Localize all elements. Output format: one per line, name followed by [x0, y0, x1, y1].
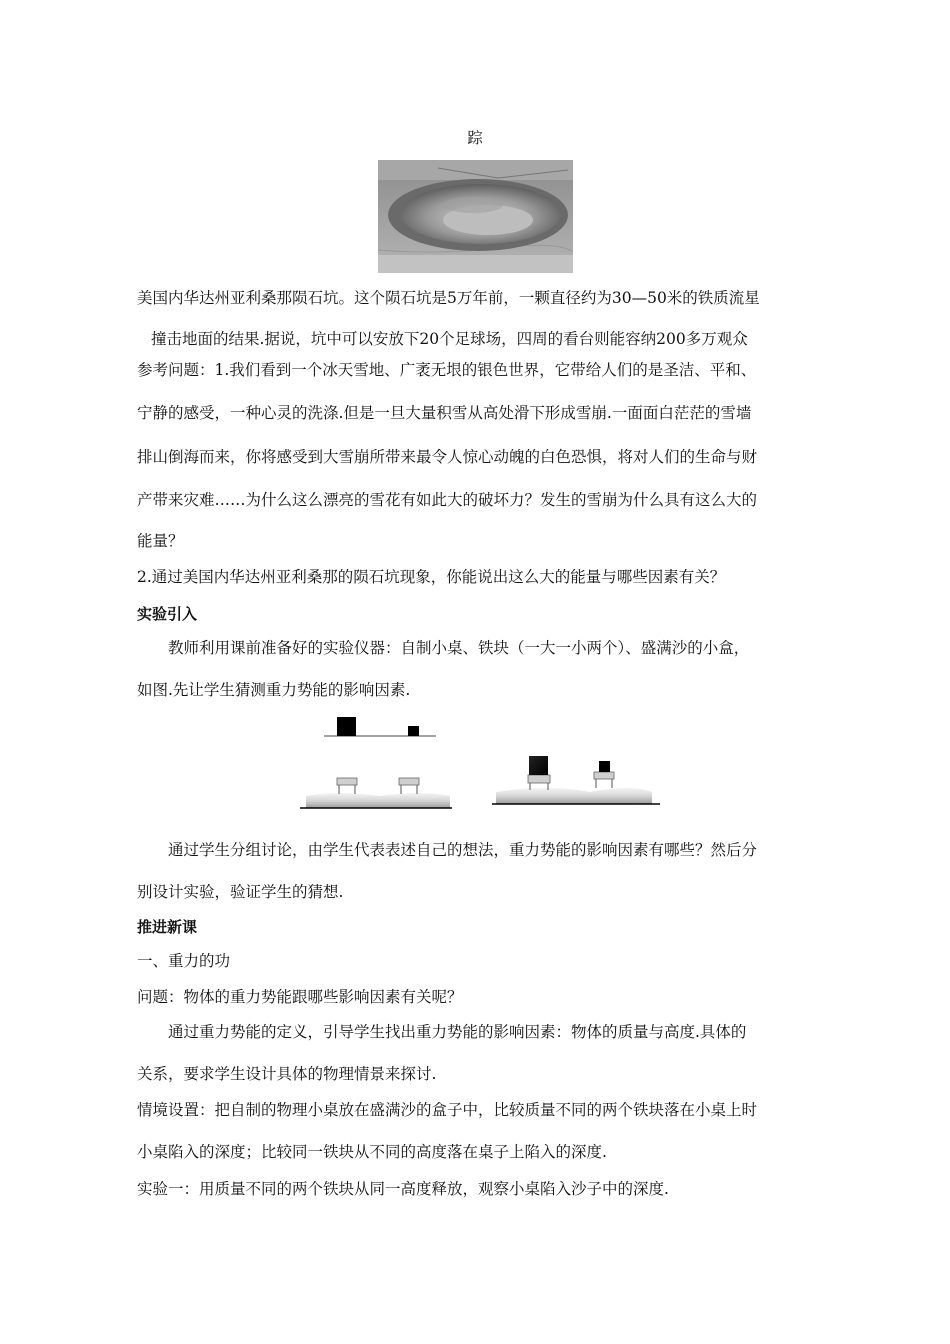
guide-line-1: 通过重力势能的定义，引导学生找出重力势能的影响因素：物体的质量与高度.具体的: [168, 1023, 747, 1041]
scenario-line-1: 情境设置：把自制的物理小桌放在盛满沙的盒子中，比较质量不同的两个铁块落在小桌上时: [137, 1101, 758, 1119]
question-1-line-1: 参考问题：1.我们看到一个冰天雪地、广袤无垠的银色世界，它带给人们的是圣洁、平和、: [137, 361, 757, 379]
discussion-line-1: 通过学生分组讨论，由学生代表表述自己的想法，重力势能的影响因素有哪些？然后分: [168, 841, 758, 859]
question-1-line-2: 宁静的感受，一种心灵的洗涤.但是一旦大量积雪从高处滑下形成雪崩.一面面白茫茫的雪墙: [137, 404, 752, 422]
experiment-1: 实验一：用质量不同的两个铁块从同一高度释放，观察小桌陷入沙子中的深度.: [137, 1180, 669, 1198]
crater-caption-line-2: 撞击地面的结果.据说，坑中可以安放下20个足球场，四周的看台则能容纳200多万观众: [151, 330, 748, 348]
small-iron-block: [408, 726, 419, 736]
question-1-line-4: 产带来灾难……为什么这么漂亮的雪花有如此大的破坏力？发生的雪崩为什么具有这么大的: [137, 491, 758, 509]
question-2: 2.通过美国内华达州亚利桑那的陨石坑现象，你能说出这么大的能量与哪些因素有关？: [137, 568, 726, 586]
intro-line-2: 如图.先让学生猜测重力势能的影响因素.: [137, 681, 411, 699]
top-character: 踪: [467, 129, 483, 147]
heading-experiment-intro: 实验引入: [137, 605, 198, 623]
large-iron-block-resting: [529, 756, 548, 775]
small-iron-block-resting: [599, 761, 610, 772]
question-1-line-5: 能量？: [137, 532, 184, 550]
section-gravity-work: 一、重力的功: [137, 952, 231, 970]
discussion-line-2: 别设计实验，验证学生的猜想.: [137, 883, 344, 901]
guide-line-2: 关系，要求学生设计具体的物理情景来探讨.: [137, 1065, 437, 1083]
large-iron-block: [337, 717, 356, 736]
heading-new-lesson: 推进新课: [137, 918, 198, 936]
question-1-line-3: 排山倒海而来，你将感受到大雪崩所带来最令人惊心动魄的白色恐惧，将对人们的生命与财: [137, 448, 758, 466]
question-line: 问题：物体的重力势能跟哪些影响因素有关呢？: [137, 988, 463, 1006]
experiment-illustration: [300, 712, 662, 812]
crater-caption-line-1: 美国内华达州亚利桑那陨石坑。这个陨石坑是5万年前，一颗直径约为30—50米的铁质流星: [137, 289, 760, 307]
intro-line-1: 教师利用课前准备好的实验仪器：自制小桌、铁块（一大一小两个）、盛满沙的小盒，: [168, 639, 750, 657]
meteor-crater-photo: [378, 160, 573, 273]
scenario-line-2: 小桌陷入的深度；比较同一铁块从不同的高度落在桌子上陷入的深度.: [137, 1143, 607, 1161]
